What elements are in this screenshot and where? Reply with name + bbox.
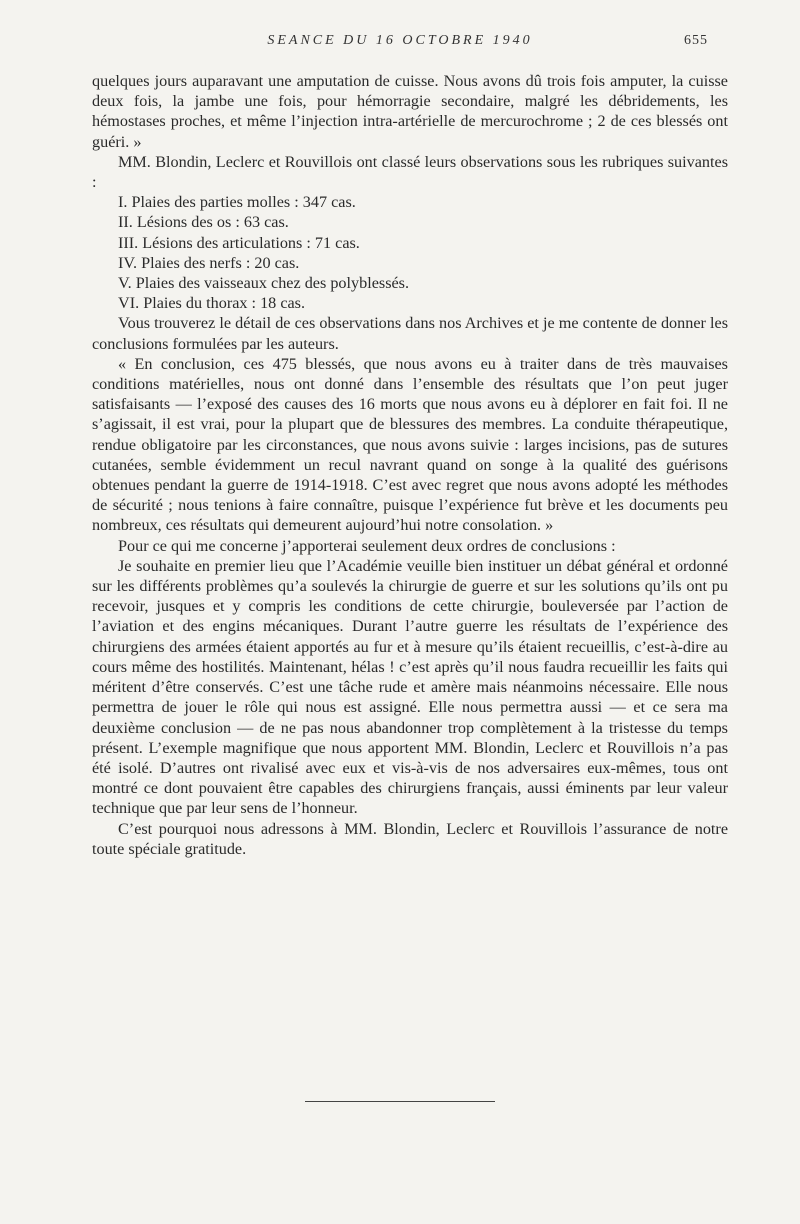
rubric-numeral: VI. (118, 294, 140, 313)
rubric-item (92, 233, 728, 253)
paragraph: Je souhaite en premier lieu que l’Académie veuille bien instituer un débat général et ordonné sur les différents problèmes qu’a soulevés la chirurgie de guerre et sur les solutions qu’ils ont pu recevoir, jusques et y compris les conditions de cette chirurgie, bouleversée par l’action de l’aviation et des engins mécaniques. Durant l’autre guerre les résultats de l’expérience des chirurgiens des armées étaient apportés au fur et à mesure qu’ils étaient recueillis, c’est-à-dire au cours même des hostilités. Maintenant, hélas ! c’est après qu’il nous faudra recueillir les faits qui méritent d’être conservés. C’est une tâche rude et amère mais néanmoins nécessaire. Elle nous permettra de jouer le rôle qui nous est assigné. Elle nous permettra aussi — et ce sera ma deuxième conclusion — de ne pas nous abandonner trop complètement à la tristesse du temps présent. L’exemple magnifique que nous apportent MM. Blondin, Leclerc et Rouvillois n’a pas été isolé. D’autres ont rivalisé avec eux et vis-à-vis de nos adversaires eux-mêmes, tous ont montré ce dont pouvaient être capables des chirurgiens français, aussi éminents par leur valeur technique que par leur sens de l’honneur. (92, 556, 728, 818)
paragraph: Pour ce qui me concerne j’apporterai seulement deux ordres de conclusions : (118, 536, 616, 555)
closing-rule (305, 1101, 495, 1102)
quoted-conclusion: « En conclusion, ces 475 blessés, que nous avons eu à traiter dans de très mauvaises conditions matérielles, nous ont donné dans l’ensemble des résultats que l’on peut juger satisfaisants — l’exposé des causes des 16 morts que nous avons eu à déplorer en fait foi. Il ne s’agissait, il est vrai, pour la plupart que de blessures des membres. La conduite thérapeutique, rendue obligatoire par les circonstances, que nous avons suivie : larges incisions, pas de sutures cutanées, semble évidemment un recul navrant quand on songe à la qualité des guérisons obtenues pendant la guerre de 1914-1918. C’est avec regret que nous avons adopté les méthodes de sécurité ; nous tenions à faire connaître, puisque l’expérience fut brève et les documents peu nombreux, ces résultats qui demeurent aujourd’hui notre consolation. » (92, 354, 728, 535)
page-header (92, 33, 708, 53)
rubric-item (92, 273, 728, 293)
rubric-item (92, 293, 728, 313)
rubric-numeral: III. (118, 233, 139, 252)
rubric-item (92, 212, 728, 232)
paragraph: MM. Blondin, Leclerc et Rouvillois ont classé leurs observations sous les rubriques suivantes : (92, 152, 728, 192)
paragraph: Vous trouverez le détail de ces observations dans nos Archives et je me contente de donner les conclusions formulées par les auteurs. (92, 314, 728, 353)
rubric-numeral: II. (118, 213, 133, 232)
rubric-item (92, 253, 728, 273)
rubric-text: Plaies des parties molles : 347 cas. (131, 193, 356, 212)
rubric-item (92, 192, 728, 212)
rubric-numeral: V. (118, 274, 132, 293)
rubric-text: Lésions des os : 63 cas. (136, 213, 289, 232)
rubric-text: Plaies des vaisseaux chez des polyblessés. (135, 274, 410, 293)
paragraph: quelques jours auparavant une amputation de cuisse. Nous avons dû trois fois amputer, la cuisse deux fois, la jambe une fois, pour hémorragie secondaire, malgré les débridements, les hémostases proches, et même l’injection intra-artérielle de mercurochrome ; 2 de ces blessés ont guéri. » (92, 72, 728, 151)
rubric-text: Plaies des nerfs : 20 cas. (141, 253, 300, 272)
page-number: 655 (684, 33, 708, 48)
rubric-text: Lésions des articulations : 71 cas. (142, 233, 360, 252)
article-body (92, 71, 728, 859)
paragraph: C’est pourquoi nous adressons à MM. Blondin, Leclerc et Rouvillois l’assurance de notre toute spéciale gratitude. (92, 819, 728, 858)
rubric-text: Plaies du thorax : 18 cas. (143, 294, 306, 313)
rubric-numeral: I. (118, 193, 128, 212)
rubric-numeral: IV. (118, 253, 138, 272)
running-head: SEANCE DU 16 OCTOBRE 1940 (267, 33, 533, 48)
